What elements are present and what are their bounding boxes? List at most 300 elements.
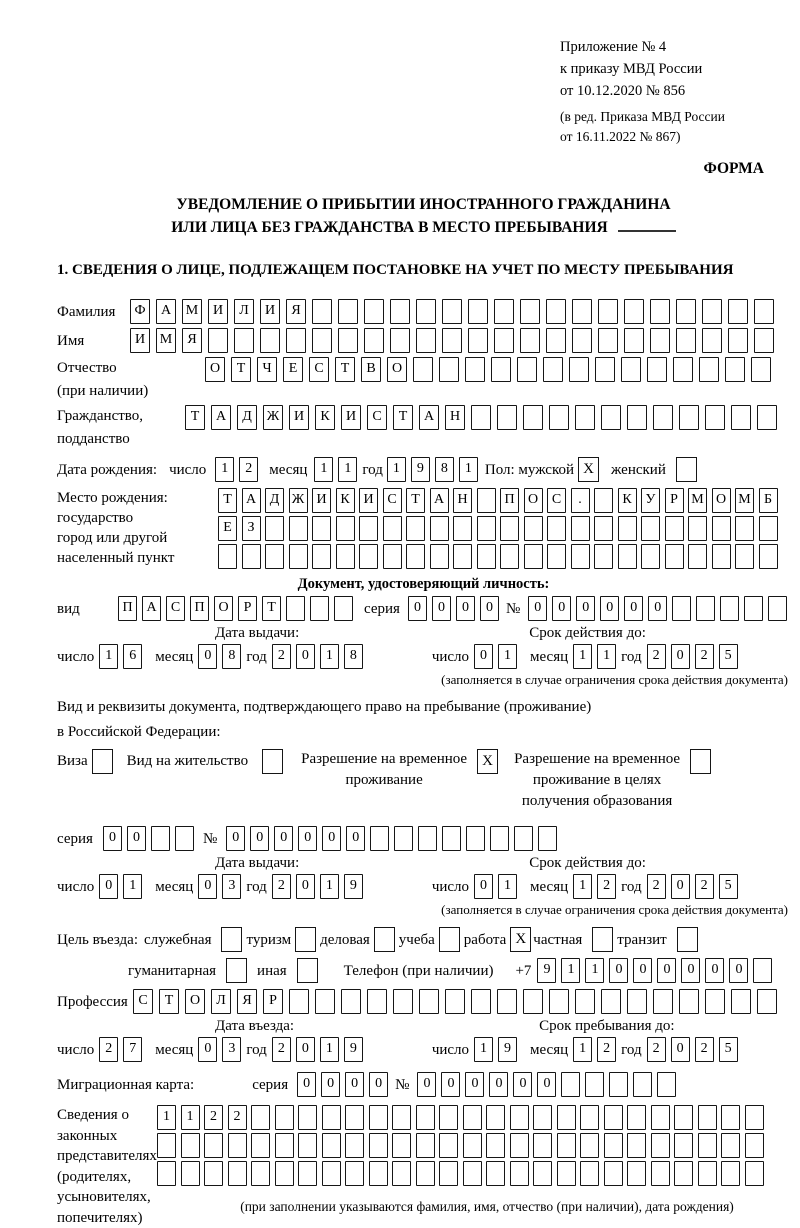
profession-input[interactable] xyxy=(133,989,783,1014)
char-cell[interactable] xyxy=(416,328,436,353)
char-cell[interactable] xyxy=(390,328,410,353)
char-cell[interactable]: С xyxy=(309,357,329,382)
char-cell[interactable]: 0 xyxy=(346,826,365,851)
char-cell[interactable]: 2 xyxy=(99,1037,118,1062)
char-cell[interactable] xyxy=(338,299,358,324)
char-cell[interactable]: У xyxy=(641,488,660,513)
char-cell[interactable] xyxy=(705,989,725,1014)
char-cell[interactable]: 0 xyxy=(537,1072,556,1097)
residence-issue-month[interactable] xyxy=(198,874,246,899)
citizenship-input[interactable] xyxy=(185,405,783,430)
char-cell[interactable] xyxy=(543,357,563,382)
char-cell[interactable] xyxy=(392,1133,411,1158)
char-cell[interactable]: А xyxy=(211,405,231,430)
char-cell[interactable] xyxy=(466,826,485,851)
char-cell[interactable]: 0 xyxy=(369,1072,388,1097)
char-cell[interactable]: 1 xyxy=(573,1037,592,1062)
char-cell[interactable] xyxy=(595,357,615,382)
char-cell[interactable]: П xyxy=(190,596,209,621)
char-cell[interactable]: 2 xyxy=(647,1037,666,1062)
char-cell[interactable] xyxy=(601,989,621,1014)
char-cell[interactable] xyxy=(627,405,647,430)
char-cell[interactable]: 2 xyxy=(597,1037,616,1062)
char-cell[interactable]: 9 xyxy=(537,958,556,983)
char-cell[interactable] xyxy=(745,1133,764,1158)
char-cell[interactable]: 0 xyxy=(705,958,724,983)
char-cell[interactable]: П xyxy=(118,596,137,621)
char-cell[interactable]: 0 xyxy=(474,874,493,899)
migration-series-input[interactable] xyxy=(297,1072,393,1097)
char-cell[interactable]: 0 xyxy=(297,1072,316,1097)
char-cell[interactable]: 2 xyxy=(695,644,714,669)
char-cell[interactable] xyxy=(546,328,566,353)
char-cell[interactable]: Т xyxy=(159,989,179,1014)
char-cell[interactable] xyxy=(651,1105,670,1130)
char-cell[interactable] xyxy=(549,405,569,430)
char-cell[interactable] xyxy=(561,1072,580,1097)
char-cell[interactable] xyxy=(627,1161,646,1186)
char-cell[interactable]: Р xyxy=(238,596,257,621)
char-cell[interactable] xyxy=(345,1161,364,1186)
char-cell[interactable]: 2 xyxy=(597,874,616,899)
char-cell[interactable] xyxy=(439,1161,458,1186)
residence-expiry-year[interactable] xyxy=(647,874,743,899)
char-cell[interactable] xyxy=(679,989,699,1014)
char-cell[interactable] xyxy=(312,328,332,353)
char-cell[interactable] xyxy=(624,328,644,353)
char-cell[interactable] xyxy=(702,299,722,324)
char-cell[interactable]: О xyxy=(214,596,233,621)
char-cell[interactable] xyxy=(604,1105,623,1130)
char-cell[interactable]: М xyxy=(735,488,754,513)
char-cell[interactable]: 0 xyxy=(321,1072,340,1097)
char-cell[interactable] xyxy=(497,989,517,1014)
sex-male-checkbox[interactable]: X xyxy=(578,457,599,482)
char-cell[interactable] xyxy=(744,596,763,621)
char-cell[interactable] xyxy=(338,328,358,353)
char-cell[interactable] xyxy=(298,1133,317,1158)
char-cell[interactable]: 0 xyxy=(576,596,595,621)
patronymic-input[interactable] xyxy=(205,357,777,382)
char-cell[interactable] xyxy=(370,826,389,851)
char-cell[interactable]: Т xyxy=(218,488,237,513)
char-cell[interactable] xyxy=(500,544,519,569)
char-cell[interactable]: 1 xyxy=(573,874,592,899)
char-cell[interactable]: 0 xyxy=(274,826,293,851)
purpose-study-checkbox[interactable] xyxy=(439,927,460,952)
char-cell[interactable] xyxy=(359,544,378,569)
char-cell[interactable]: 9 xyxy=(344,874,363,899)
doc-number-input[interactable] xyxy=(528,596,792,621)
char-cell[interactable] xyxy=(322,1161,341,1186)
char-cell[interactable] xyxy=(731,405,751,430)
char-cell[interactable] xyxy=(653,989,673,1014)
char-cell[interactable] xyxy=(572,328,592,353)
char-cell[interactable]: 1 xyxy=(498,644,517,669)
char-cell[interactable]: И xyxy=(208,299,228,324)
purpose-work-checkbox[interactable]: X xyxy=(510,927,531,952)
char-cell[interactable] xyxy=(286,328,306,353)
char-cell[interactable]: 0 xyxy=(474,644,493,669)
char-cell[interactable] xyxy=(725,357,745,382)
char-cell[interactable]: И xyxy=(289,405,309,430)
char-cell[interactable]: Л xyxy=(234,299,254,324)
phone-input[interactable] xyxy=(537,958,777,983)
char-cell[interactable] xyxy=(735,516,754,541)
char-cell[interactable]: 1 xyxy=(459,457,478,482)
char-cell[interactable] xyxy=(575,405,595,430)
stay-month[interactable] xyxy=(573,1037,621,1062)
doc-kind-input[interactable] xyxy=(118,596,358,621)
char-cell[interactable]: 1 xyxy=(157,1105,176,1130)
char-cell[interactable]: 0 xyxy=(624,596,643,621)
char-cell[interactable]: Н xyxy=(453,488,472,513)
char-cell[interactable] xyxy=(594,516,613,541)
char-cell[interactable]: 0 xyxy=(671,644,690,669)
char-cell[interactable] xyxy=(575,989,595,1014)
char-cell[interactable] xyxy=(468,328,488,353)
char-cell[interactable]: 1 xyxy=(320,644,339,669)
char-cell[interactable] xyxy=(445,989,465,1014)
char-cell[interactable] xyxy=(439,1133,458,1158)
char-cell[interactable] xyxy=(731,989,751,1014)
char-cell[interactable]: О xyxy=(387,357,407,382)
char-cell[interactable] xyxy=(571,516,590,541)
char-cell[interactable]: Б xyxy=(759,488,778,513)
char-cell[interactable] xyxy=(486,1133,505,1158)
purpose-tourism-checkbox[interactable] xyxy=(295,927,316,952)
char-cell[interactable]: Т xyxy=(231,357,251,382)
char-cell[interactable]: З xyxy=(242,516,261,541)
char-cell[interactable]: О xyxy=(205,357,225,382)
char-cell[interactable]: Я xyxy=(237,989,257,1014)
char-cell[interactable]: 1 xyxy=(498,874,517,899)
identity-expiry-month[interactable] xyxy=(573,644,621,669)
char-cell[interactable] xyxy=(517,357,537,382)
char-cell[interactable] xyxy=(594,488,613,513)
purpose-official-checkbox[interactable] xyxy=(221,927,242,952)
char-cell[interactable]: Ж xyxy=(289,488,308,513)
char-cell[interactable]: А xyxy=(430,488,449,513)
char-cell[interactable] xyxy=(721,1161,740,1186)
char-cell[interactable] xyxy=(569,357,589,382)
char-cell[interactable] xyxy=(676,328,696,353)
char-cell[interactable]: И xyxy=(260,299,280,324)
char-cell[interactable] xyxy=(439,357,459,382)
char-cell[interactable] xyxy=(533,1133,552,1158)
char-cell[interactable]: 1 xyxy=(573,644,592,669)
char-cell[interactable]: 9 xyxy=(411,457,430,482)
char-cell[interactable]: 1 xyxy=(474,1037,493,1062)
char-cell[interactable]: 0 xyxy=(441,1072,460,1097)
char-cell[interactable] xyxy=(618,516,637,541)
char-cell[interactable] xyxy=(364,299,384,324)
birth-month-input[interactable] xyxy=(314,457,362,482)
char-cell[interactable] xyxy=(322,1133,341,1158)
char-cell[interactable]: 1 xyxy=(320,874,339,899)
char-cell[interactable] xyxy=(383,544,402,569)
char-cell[interactable] xyxy=(208,328,228,353)
char-cell[interactable] xyxy=(580,1133,599,1158)
char-cell[interactable]: Т xyxy=(185,405,205,430)
char-cell[interactable] xyxy=(416,299,436,324)
char-cell[interactable] xyxy=(538,826,557,851)
char-cell[interactable] xyxy=(157,1161,176,1186)
char-cell[interactable] xyxy=(406,544,425,569)
entry-day[interactable] xyxy=(99,1037,147,1062)
char-cell[interactable] xyxy=(624,299,644,324)
char-cell[interactable] xyxy=(494,299,514,324)
char-cell[interactable]: 1 xyxy=(215,457,234,482)
char-cell[interactable]: 7 xyxy=(123,1037,142,1062)
char-cell[interactable]: 3 xyxy=(222,1037,241,1062)
char-cell[interactable] xyxy=(757,405,777,430)
char-cell[interactable]: Я xyxy=(182,328,202,353)
purpose-transit-checkbox[interactable] xyxy=(677,927,698,952)
residence-expiry-month[interactable] xyxy=(573,874,621,899)
birth-place-line2-input[interactable] xyxy=(218,516,782,541)
char-cell[interactable]: М xyxy=(156,328,176,353)
char-cell[interactable]: 0 xyxy=(432,596,451,621)
residence-series-input[interactable] xyxy=(103,826,199,851)
entry-month[interactable] xyxy=(198,1037,246,1062)
char-cell[interactable] xyxy=(413,357,433,382)
char-cell[interactable]: 0 xyxy=(552,596,571,621)
char-cell[interactable] xyxy=(533,1105,552,1130)
identity-expiry-day[interactable] xyxy=(474,644,522,669)
char-cell[interactable] xyxy=(442,328,462,353)
char-cell[interactable] xyxy=(651,1133,670,1158)
char-cell[interactable]: 0 xyxy=(298,826,317,851)
char-cell[interactable] xyxy=(510,1133,529,1158)
char-cell[interactable] xyxy=(341,989,361,1014)
char-cell[interactable] xyxy=(650,299,670,324)
char-cell[interactable] xyxy=(585,1072,604,1097)
char-cell[interactable] xyxy=(336,516,355,541)
char-cell[interactable] xyxy=(757,989,777,1014)
char-cell[interactable]: 0 xyxy=(417,1072,436,1097)
char-cell[interactable] xyxy=(453,544,472,569)
char-cell[interactable] xyxy=(524,544,543,569)
char-cell[interactable] xyxy=(442,826,461,851)
char-cell[interactable]: А xyxy=(142,596,161,621)
char-cell[interactable] xyxy=(430,516,449,541)
char-cell[interactable]: 0 xyxy=(729,958,748,983)
char-cell[interactable] xyxy=(334,596,353,621)
char-cell[interactable]: К xyxy=(618,488,637,513)
char-cell[interactable] xyxy=(580,1105,599,1130)
char-cell[interactable] xyxy=(468,299,488,324)
char-cell[interactable]: 2 xyxy=(272,644,291,669)
char-cell[interactable]: 0 xyxy=(671,1037,690,1062)
stay-year[interactable] xyxy=(647,1037,743,1062)
char-cell[interactable]: Ч xyxy=(257,357,277,382)
char-cell[interactable]: О xyxy=(524,488,543,513)
char-cell[interactable] xyxy=(650,328,670,353)
char-cell[interactable] xyxy=(228,1161,247,1186)
char-cell[interactable]: Р xyxy=(665,488,684,513)
edu-residence-permit-checkbox[interactable] xyxy=(690,749,711,774)
char-cell[interactable] xyxy=(721,1105,740,1130)
char-cell[interactable] xyxy=(275,1105,294,1130)
char-cell[interactable] xyxy=(604,1133,623,1158)
char-cell[interactable]: 0 xyxy=(226,826,245,851)
char-cell[interactable] xyxy=(265,544,284,569)
char-cell[interactable] xyxy=(759,516,778,541)
representatives-line2-input[interactable] xyxy=(157,1133,787,1158)
char-cell[interactable]: 0 xyxy=(480,596,499,621)
entry-year[interactable] xyxy=(272,1037,368,1062)
char-cell[interactable] xyxy=(699,357,719,382)
char-cell[interactable] xyxy=(720,596,739,621)
visa-checkbox[interactable] xyxy=(92,749,113,774)
char-cell[interactable]: 0 xyxy=(633,958,652,983)
birth-place-line3-input[interactable] xyxy=(218,544,782,569)
char-cell[interactable] xyxy=(621,357,641,382)
char-cell[interactable] xyxy=(557,1133,576,1158)
char-cell[interactable] xyxy=(336,544,355,569)
char-cell[interactable] xyxy=(369,1161,388,1186)
char-cell[interactable] xyxy=(275,1161,294,1186)
identity-expiry-year[interactable] xyxy=(647,644,743,669)
residence-issue-day[interactable] xyxy=(99,874,147,899)
char-cell[interactable] xyxy=(745,1161,764,1186)
char-cell[interactable]: 0 xyxy=(513,1072,532,1097)
char-cell[interactable]: 0 xyxy=(408,596,427,621)
char-cell[interactable]: В xyxy=(361,357,381,382)
char-cell[interactable] xyxy=(289,516,308,541)
char-cell[interactable] xyxy=(463,1133,482,1158)
char-cell[interactable] xyxy=(289,544,308,569)
identity-issue-day[interactable] xyxy=(99,644,147,669)
char-cell[interactable]: 0 xyxy=(296,874,315,899)
char-cell[interactable] xyxy=(251,1133,270,1158)
purpose-private-checkbox[interactable] xyxy=(592,927,613,952)
char-cell[interactable] xyxy=(364,328,384,353)
char-cell[interactable]: С xyxy=(547,488,566,513)
char-cell[interactable] xyxy=(390,299,410,324)
char-cell[interactable]: П xyxy=(500,488,519,513)
char-cell[interactable] xyxy=(609,1072,628,1097)
char-cell[interactable] xyxy=(477,488,496,513)
char-cell[interactable] xyxy=(416,1161,435,1186)
char-cell[interactable] xyxy=(520,299,540,324)
char-cell[interactable]: К xyxy=(315,405,335,430)
char-cell[interactable] xyxy=(768,596,787,621)
residence-permit-checkbox[interactable] xyxy=(262,749,283,774)
char-cell[interactable]: 2 xyxy=(695,874,714,899)
char-cell[interactable] xyxy=(572,299,592,324)
char-cell[interactable]: 3 xyxy=(222,874,241,899)
char-cell[interactable] xyxy=(416,1133,435,1158)
char-cell[interactable] xyxy=(754,328,774,353)
char-cell[interactable]: 0 xyxy=(322,826,341,851)
char-cell[interactable]: 0 xyxy=(657,958,676,983)
char-cell[interactable] xyxy=(696,596,715,621)
char-cell[interactable]: А xyxy=(242,488,261,513)
sex-female-checkbox[interactable] xyxy=(676,457,697,482)
char-cell[interactable] xyxy=(702,328,722,353)
char-cell[interactable] xyxy=(234,328,254,353)
char-cell[interactable]: Т xyxy=(406,488,425,513)
char-cell[interactable]: 2 xyxy=(228,1105,247,1130)
char-cell[interactable] xyxy=(392,1161,411,1186)
char-cell[interactable]: 8 xyxy=(344,644,363,669)
char-cell[interactable] xyxy=(430,544,449,569)
char-cell[interactable]: 0 xyxy=(345,1072,364,1097)
char-cell[interactable]: 0 xyxy=(528,596,547,621)
char-cell[interactable] xyxy=(265,516,284,541)
char-cell[interactable]: И xyxy=(359,488,378,513)
char-cell[interactable]: Р xyxy=(263,989,283,1014)
char-cell[interactable] xyxy=(665,544,684,569)
char-cell[interactable] xyxy=(759,544,778,569)
char-cell[interactable]: 0 xyxy=(489,1072,508,1097)
char-cell[interactable]: С xyxy=(133,989,153,1014)
char-cell[interactable] xyxy=(510,1161,529,1186)
char-cell[interactable] xyxy=(679,405,699,430)
char-cell[interactable] xyxy=(594,544,613,569)
char-cell[interactable] xyxy=(367,989,387,1014)
char-cell[interactable] xyxy=(393,989,413,1014)
char-cell[interactable] xyxy=(735,544,754,569)
char-cell[interactable]: И xyxy=(341,405,361,430)
char-cell[interactable] xyxy=(672,596,691,621)
char-cell[interactable]: 0 xyxy=(456,596,475,621)
purpose-humanitarian-checkbox[interactable] xyxy=(226,958,247,983)
char-cell[interactable]: 2 xyxy=(272,1037,291,1062)
char-cell[interactable] xyxy=(310,596,329,621)
char-cell[interactable]: И xyxy=(312,488,331,513)
char-cell[interactable]: К xyxy=(336,488,355,513)
representatives-line1-input[interactable] xyxy=(157,1105,787,1130)
char-cell[interactable] xyxy=(510,1105,529,1130)
char-cell[interactable] xyxy=(383,516,402,541)
char-cell[interactable] xyxy=(705,405,725,430)
char-cell[interactable]: 0 xyxy=(198,1037,217,1062)
migration-number-input[interactable] xyxy=(417,1072,681,1097)
char-cell[interactable] xyxy=(275,1133,294,1158)
char-cell[interactable]: 2 xyxy=(695,1037,714,1062)
char-cell[interactable] xyxy=(533,1161,552,1186)
char-cell[interactable] xyxy=(657,1072,676,1097)
char-cell[interactable] xyxy=(523,989,543,1014)
char-cell[interactable] xyxy=(181,1161,200,1186)
birth-year-input[interactable] xyxy=(387,457,483,482)
char-cell[interactable]: Н xyxy=(445,405,465,430)
birth-place-line1-input[interactable] xyxy=(218,488,782,513)
char-cell[interactable] xyxy=(486,1105,505,1130)
char-cell[interactable] xyxy=(419,989,439,1014)
temp-residence-permit-checkbox[interactable]: X xyxy=(477,749,498,774)
char-cell[interactable] xyxy=(751,357,771,382)
char-cell[interactable] xyxy=(698,1161,717,1186)
char-cell[interactable] xyxy=(369,1105,388,1130)
char-cell[interactable] xyxy=(418,826,437,851)
char-cell[interactable]: 1 xyxy=(585,958,604,983)
char-cell[interactable] xyxy=(698,1105,717,1130)
char-cell[interactable] xyxy=(494,328,514,353)
char-cell[interactable] xyxy=(151,826,170,851)
char-cell[interactable]: Т xyxy=(262,596,281,621)
char-cell[interactable]: 1 xyxy=(99,644,118,669)
char-cell[interactable] xyxy=(728,328,748,353)
char-cell[interactable]: 9 xyxy=(344,1037,363,1062)
char-cell[interactable]: М xyxy=(182,299,202,324)
char-cell[interactable]: 5 xyxy=(719,874,738,899)
char-cell[interactable] xyxy=(471,989,491,1014)
identity-issue-year[interactable] xyxy=(272,644,368,669)
